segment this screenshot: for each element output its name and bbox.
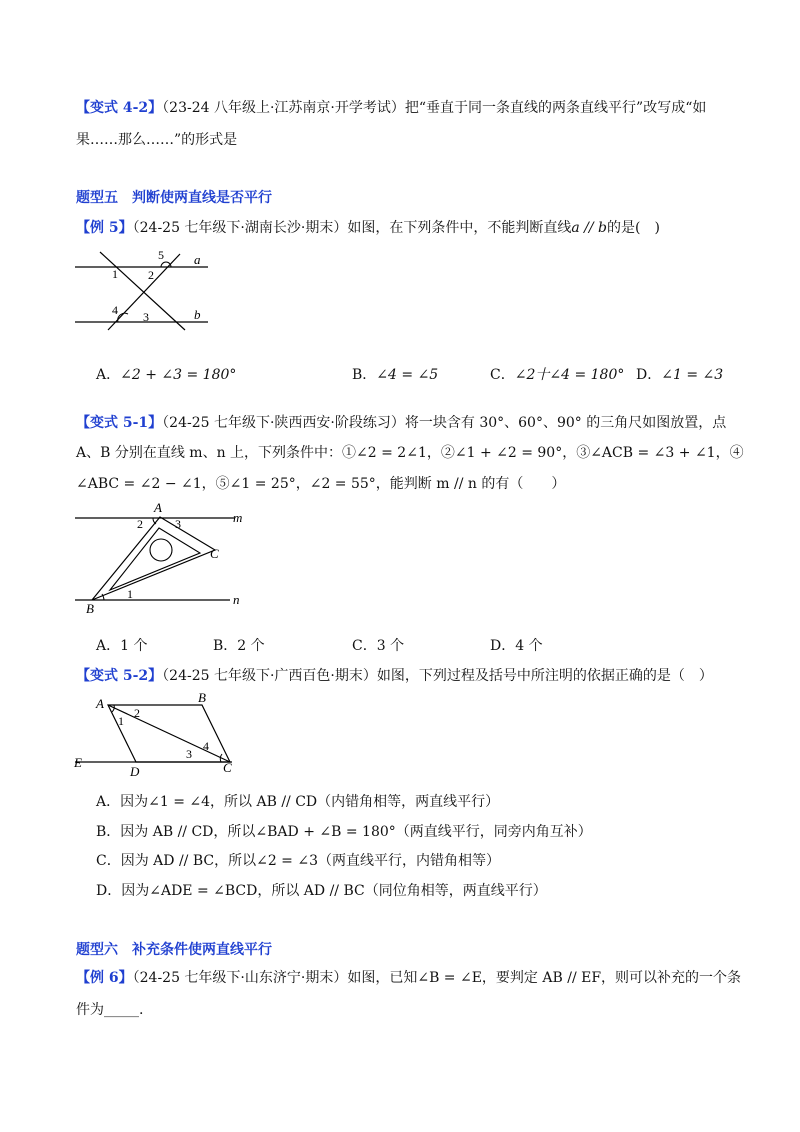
option-text: 3 个	[376, 638, 405, 654]
diagonal-AC	[108, 705, 230, 762]
option-letter: B．	[352, 367, 377, 383]
option-math: ∠2 + ∠3 = 180°	[120, 367, 237, 383]
label-m: m	[233, 510, 243, 525]
variant-5-1-option-a[interactable]	[96, 636, 147, 656]
label-n: n	[233, 592, 240, 607]
variant-5-2-text: （24-25 七年级下·广西百色·期末）如图，下列过程及括号中所注明的依据正确的是（ ）	[162, 668, 713, 684]
label-a: a	[194, 252, 201, 267]
angle-2-label: 2	[148, 268, 154, 282]
angle-1-label: 1	[112, 267, 118, 281]
example-5-tag: 【例 5】	[76, 220, 133, 236]
option-letter: A．	[96, 638, 121, 654]
option-letter: A．	[96, 367, 121, 383]
option-math: ∠2十∠4 = 180°	[514, 367, 625, 383]
variant-5-2-option-b[interactable]: B．因为 AB // CD，所以∠BAD + ∠B = 180°（两直线平行，同旁内角互补）	[96, 824, 592, 840]
option-math: ∠4 = ∠5	[376, 367, 439, 383]
label-A: A	[154, 500, 162, 515]
example-5-option-b[interactable]	[352, 365, 438, 385]
example-5-option-a[interactable]	[96, 365, 236, 385]
angle-2-label: 2	[134, 706, 140, 720]
section-5-title: 题型五 判断使两直线是否平行	[76, 190, 272, 206]
variant-4-2-line-1	[76, 98, 726, 118]
variant-5-1-tag: 【变式 5-1】	[76, 415, 163, 431]
triangle-hole	[150, 539, 172, 561]
variant-5-2-figure	[70, 692, 250, 780]
label-C: C	[210, 546, 219, 561]
example-6-tag: 【例 6】	[76, 970, 133, 986]
variant-5-1-option-c[interactable]	[352, 636, 404, 656]
angle-4-label: 4	[112, 303, 118, 317]
variant-5-1-figure	[70, 500, 260, 615]
example-6-line-1	[76, 968, 742, 988]
label-B: B	[86, 601, 94, 615]
option-math: ∠1 = ∠3	[661, 367, 724, 383]
angle-3-label: 3	[186, 747, 192, 761]
example-6-line-2: 件为_____.	[76, 1002, 144, 1018]
variant-5-1-option-d[interactable]	[490, 636, 543, 656]
angle-3-label: 3	[175, 517, 181, 531]
label-E: E	[74, 755, 82, 770]
example-5-figure	[70, 242, 220, 332]
option-text: 2 个	[237, 638, 265, 654]
variant-4-2-text: （23-24 八年级上·江苏南京·开学考试）把“垂直于同一条直线的两条直线平行”改写成“如	[162, 100, 707, 116]
variant-5-1-text: （24-25 七年级下·陕西西安·阶段练习）将一块含有 30°、60°、90° 的三角尺如图放置，点	[162, 415, 727, 431]
variant-5-2-option-a[interactable]: A．因为∠1 = ∠4，所以 AB // CD（内错角相等，两直线平行）	[96, 794, 500, 810]
example-5-tail: 的是( )	[607, 220, 660, 236]
label-b: b	[194, 307, 201, 322]
label-C: C	[223, 760, 232, 775]
example-5-option-c[interactable]	[490, 365, 624, 385]
variant-5-2-question	[76, 666, 726, 686]
option-text: 4 个	[515, 638, 543, 654]
angle-5-label: 5	[158, 248, 164, 262]
variant-5-1-line-2: A、B 分别在直线 m、n 上，下列条件中：①∠2 = 2∠1，②∠1 + ∠2 = 90°，③∠ACB = ∠3 + ∠1，④	[76, 445, 744, 461]
option-letter: D．	[490, 638, 516, 654]
variant-4-2-tag: 【变式 4-2】	[76, 100, 163, 116]
label-D: D	[130, 764, 140, 779]
option-letter: C．	[490, 367, 515, 383]
variant-5-1-line-3: ∠ABC = ∠2 − ∠1，⑤∠1 = 25°，∠2 = 55°，能判断 m // n 的有（ ）	[76, 476, 566, 492]
option-letter: D．	[636, 367, 662, 383]
variant-5-2-option-d[interactable]: D．因为∠ADE = ∠BCD，所以 AD // BC（同位角相等，两直线平行）	[96, 883, 547, 899]
angle-4-label: 4	[203, 739, 209, 753]
example-5-question	[76, 218, 726, 238]
section-6-title: 题型六 补充条件使两直线平行	[76, 942, 272, 958]
example-5-option-d[interactable]	[636, 365, 723, 385]
angle-2-arc	[153, 518, 156, 524]
angle-2-label: 2	[137, 517, 143, 531]
variant-5-1-option-b[interactable]	[213, 636, 265, 656]
example-5-math: a // b	[571, 220, 607, 236]
option-letter: B．	[213, 638, 238, 654]
example-6-text: （24-25 七年级下·山东济宁·期末）如图，已知∠B = ∠E，要判定 AB // EF，则可以补充的一个条	[132, 970, 742, 986]
example-5-text: （24-25 七年级下·湖南长沙·期末）如图，在下列条件中，不能判断直线	[132, 220, 572, 236]
variant-5-2-option-c[interactable]: C．因为 AD // BC，所以∠2 = ∠3（两直线平行，内错角相等）	[96, 853, 500, 869]
option-letter: C．	[352, 638, 377, 654]
option-text: 1 个	[120, 638, 148, 654]
variant-5-1-line-1	[76, 413, 726, 433]
angle-1-label: 1	[118, 714, 124, 728]
variant-4-2-line-2: 果……那么……”的形式是	[76, 132, 238, 148]
angle-3-label: 3	[143, 310, 149, 324]
angle-1-label: 1	[127, 587, 133, 601]
label-A: A	[96, 696, 104, 711]
label-B: B	[198, 692, 206, 705]
variant-5-2-tag: 【变式 5-2】	[76, 668, 163, 684]
angle-A-arc	[112, 705, 114, 712]
